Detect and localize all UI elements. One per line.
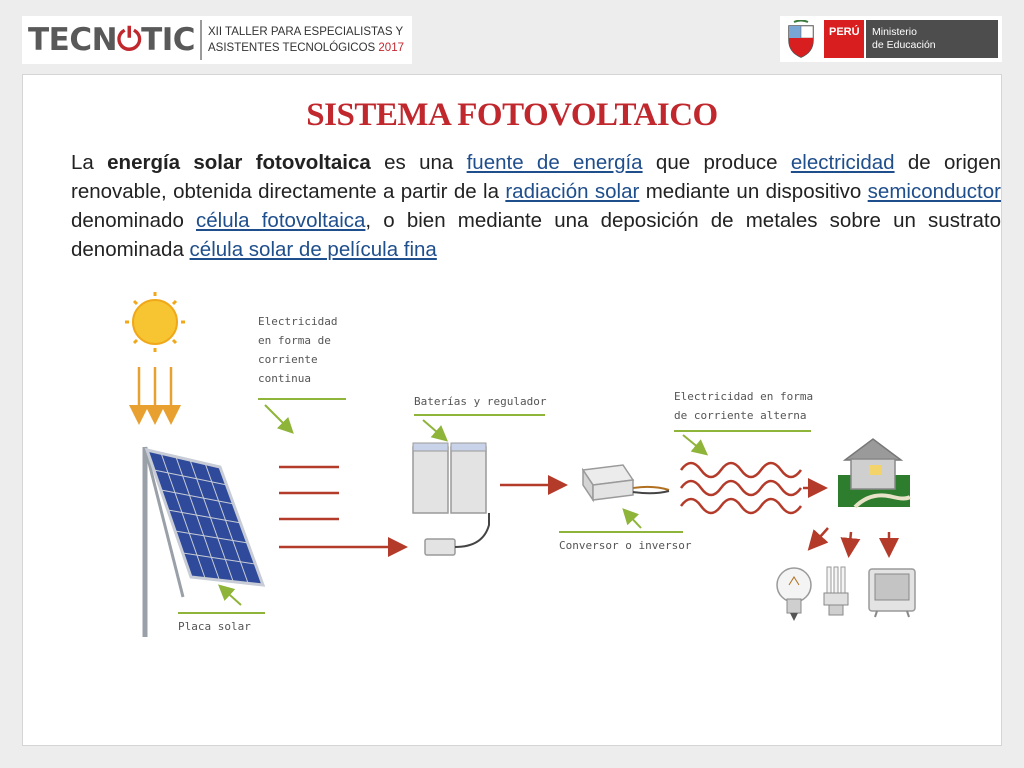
bold-term: energía solar fotovoltaica	[107, 151, 371, 174]
link-celula-fotovoltaica[interactable]: célula fotovoltaica	[196, 209, 366, 232]
svg-text:Baterías y regulador: Baterías y regulador	[414, 395, 547, 408]
dc-current-lines	[279, 467, 403, 547]
link-fuente-de-energia[interactable]: fuente de energía	[466, 151, 643, 174]
ministry-logo	[780, 16, 1002, 62]
ministry-label: Ministerio de Educación	[866, 20, 998, 58]
tecnotic-logo	[22, 16, 412, 64]
photovoltaic-diagram	[123, 285, 943, 715]
battery-icon	[413, 443, 486, 513]
svg-text:corriente: corriente	[258, 353, 318, 366]
logo-wordmark: TECN⏻TIC	[28, 22, 195, 58]
event-line2: ASISTENTES TECNOLÓGICOS 2017	[208, 42, 404, 54]
house-icon	[838, 439, 910, 507]
dc-electricity-label	[258, 315, 346, 431]
link-radiacion-solar[interactable]: radiación solar	[505, 180, 640, 203]
coat-of-arms-icon	[786, 20, 816, 58]
header	[0, 0, 1024, 72]
event-name	[208, 24, 404, 56]
svg-text:Electricidad en forma: Electricidad en forma	[674, 390, 814, 403]
inverter-label	[559, 511, 692, 552]
svg-text:continua: continua	[258, 372, 311, 385]
slide-title: SISTEMA FOTOVOLTAICO	[306, 97, 718, 133]
svg-text:en forma de: en forma de	[258, 334, 331, 347]
svg-text:Electricidad: Electricidad	[258, 315, 338, 328]
television-icon	[869, 569, 915, 617]
arrows-to-appliances	[811, 528, 889, 553]
slide-content	[22, 74, 1002, 746]
svg-text:de corriente alterna: de corriente alterna	[674, 409, 807, 422]
sun-icon	[125, 292, 185, 352]
link-electricidad[interactable]: electricidad	[790, 151, 895, 174]
event-line1: XII TALLER PARA ESPECIALISTAS Y	[208, 26, 404, 38]
sunlight-arrows	[139, 367, 171, 420]
panel-label	[178, 587, 265, 633]
inverter-icon	[583, 465, 669, 500]
ac-current-waves	[681, 463, 801, 513]
light-bulb-icon	[777, 568, 811, 621]
solar-panel-icon	[145, 447, 263, 637]
ac-electricity-label	[674, 390, 813, 453]
svg-text:Conversor o inversor: Conversor o inversor	[559, 539, 692, 552]
logo-o-power-icon: ⏻	[117, 22, 142, 58]
regulator-icon	[425, 513, 489, 555]
batteries-label	[414, 395, 547, 439]
link-celula-pelicula-fina[interactable]: célula solar de película fina	[189, 238, 437, 261]
intro-paragraph: La energía solar fotovoltaica es una fuente de energía que produce electricidad de origen renovable, obtenida directamente a partir de la radiación solar mediante un dispositivo semiconductor denominado célula fotovoltaica, o bien mediante una deposición de metales sobre un sustrato denominada célula solar de película fina	[71, 151, 1002, 261]
link-semiconductor[interactable]: semiconductor	[867, 180, 1001, 203]
peru-label: PERÚ	[824, 20, 864, 58]
cfl-bulb-icon	[824, 567, 848, 615]
svg-text:Placa solar: Placa solar	[178, 620, 251, 633]
logo-divider	[200, 20, 202, 60]
